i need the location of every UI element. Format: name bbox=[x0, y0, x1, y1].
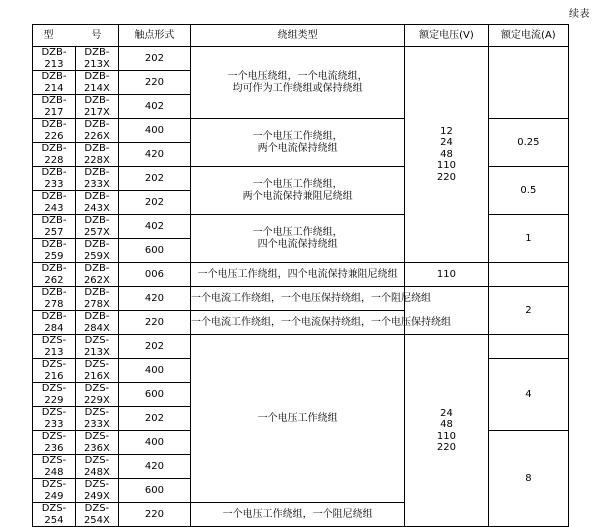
cell-rated-current: 4 bbox=[488, 359, 568, 431]
cell-model-x: DZB-228X bbox=[75, 143, 118, 167]
header-voltage: 额定电压(V) bbox=[405, 25, 489, 47]
cell-contact-form: 202 bbox=[118, 407, 190, 431]
table-row bbox=[33, 335, 569, 359]
cell-contact-form: 400 bbox=[118, 119, 190, 143]
table-header bbox=[33, 25, 569, 47]
cell-model: DZS-254 bbox=[33, 503, 76, 527]
cell-winding-type: 一个电流工作绕组，一个电流保持绕组，一个电压保持绕组 bbox=[191, 311, 405, 335]
cell-contact-form: 420 bbox=[118, 455, 190, 479]
specification-table bbox=[32, 24, 569, 527]
cell-winding-type: 一个电流工作绕组，一个电压保持绕组，一个阻尼绕组 bbox=[191, 287, 405, 311]
cell-winding-type: 一个电压工作绕组， 四个电流保持绕组 bbox=[191, 215, 405, 263]
cell-model: DZB-257 bbox=[33, 215, 76, 239]
cell-model: DZB-259 bbox=[33, 239, 76, 263]
cell-model-x: DZS-249X bbox=[75, 479, 118, 503]
cell-contact-form: 420 bbox=[118, 143, 190, 167]
cell-rated-current: 2 bbox=[488, 287, 568, 335]
cell-model: DZS-216 bbox=[33, 359, 76, 383]
cell-contact-form: 202 bbox=[118, 191, 190, 215]
cell-model-x: DZB-226X bbox=[75, 119, 118, 143]
cell-model-x: DZB-278X bbox=[75, 287, 118, 311]
cell-model-x: DZB-259X bbox=[75, 239, 118, 263]
cell-model-x: DZB-233X bbox=[75, 167, 118, 191]
cell-winding-type: 一个电压工作绕组，四个电流保持兼阻尼绕组 bbox=[191, 263, 405, 287]
cell-model-x: DZS-213X bbox=[75, 335, 118, 359]
cell-rated-current bbox=[488, 47, 568, 119]
table-body bbox=[33, 47, 569, 527]
cell-rated-current: 0.5 bbox=[488, 167, 568, 215]
cell-model-x: DZB-257X bbox=[75, 215, 118, 239]
cell-winding-type: 一个电压工作绕组，一个阻尼绕组 bbox=[191, 503, 405, 527]
cell-model-x: DZB-243X bbox=[75, 191, 118, 215]
header-row bbox=[33, 25, 569, 47]
cell-contact-form: 420 bbox=[118, 287, 190, 311]
cell-model-x: DZS-229X bbox=[75, 383, 118, 407]
cell-model-x: DZB-284X bbox=[75, 311, 118, 335]
cell-model-x: DZS-248X bbox=[75, 455, 118, 479]
cell-model: DZB-233 bbox=[33, 167, 76, 191]
cell-model: DZB-262 bbox=[33, 263, 76, 287]
cell-contact-form: 400 bbox=[118, 431, 190, 455]
cell-contact-form: 220 bbox=[118, 71, 190, 95]
table-row bbox=[33, 215, 569, 239]
continued-label: 续表 bbox=[569, 9, 590, 20]
cell-rated-voltage: 24 48 110 220 bbox=[405, 335, 489, 527]
cell-model-x: DZS-254X bbox=[75, 503, 118, 527]
cell-model: DZS-248 bbox=[33, 455, 76, 479]
cell-contact-form: 202 bbox=[118, 335, 190, 359]
cell-model: DZB-213 bbox=[33, 47, 76, 71]
cell-winding-type: 一个电压工作绕组， 两个电流保持兼阻尼绕组 bbox=[191, 167, 405, 215]
header-winding: 绕组类型 bbox=[191, 25, 405, 47]
cell-model-x: DZB-214X bbox=[75, 71, 118, 95]
cell-model: DZS-233 bbox=[33, 407, 76, 431]
cell-contact-form: 006 bbox=[118, 263, 190, 287]
cell-model-x: DZB-217X bbox=[75, 95, 118, 119]
table-row bbox=[33, 119, 569, 143]
cell-rated-current: 8 bbox=[488, 431, 568, 527]
header-current: 额定电流(A) bbox=[488, 25, 568, 47]
header-contact: 触点形式 bbox=[118, 25, 190, 47]
cell-rated-voltage: 12 24 48 110 220 bbox=[405, 47, 489, 263]
cell-model: DZB-226 bbox=[33, 119, 76, 143]
cell-model: DZB-228 bbox=[33, 143, 76, 167]
cell-contact-form: 600 bbox=[118, 239, 190, 263]
table-row bbox=[33, 263, 569, 287]
cell-model: DZS-213 bbox=[33, 335, 76, 359]
cell-winding-type: 一个电压绕组，一个电流绕组， 均可作为工作绕组或保持绕组 bbox=[191, 47, 405, 119]
cell-model: DZB-284 bbox=[33, 311, 76, 335]
cell-rated-current: 1 bbox=[488, 215, 568, 263]
cell-rated-current bbox=[488, 335, 568, 359]
cell-model: DZB-217 bbox=[33, 95, 76, 119]
cell-contact-form: 600 bbox=[118, 383, 190, 407]
cell-model: DZS-236 bbox=[33, 431, 76, 455]
cell-contact-form: 400 bbox=[118, 359, 190, 383]
cell-contact-form: 202 bbox=[118, 47, 190, 71]
cell-model: DZB-214 bbox=[33, 71, 76, 95]
cell-model-x: DZB-213X bbox=[75, 47, 118, 71]
table-row bbox=[33, 47, 569, 71]
cell-model-x: DZB-262X bbox=[75, 263, 118, 287]
cell-contact-form: 600 bbox=[118, 479, 190, 503]
table-row bbox=[33, 167, 569, 191]
cell-model: DZS-249 bbox=[33, 479, 76, 503]
cell-contact-form: 220 bbox=[118, 311, 190, 335]
cell-winding-type: 一个电压工作绕组 bbox=[191, 335, 405, 503]
cell-rated-current: 0.25 bbox=[488, 119, 568, 167]
cell-contact-form: 202 bbox=[118, 167, 190, 191]
cell-model-x: DZS-233X bbox=[75, 407, 118, 431]
cell-model-x: DZS-216X bbox=[75, 359, 118, 383]
cell-rated-voltage: 110 bbox=[405, 263, 489, 287]
cell-contact-form: 402 bbox=[118, 95, 190, 119]
cell-winding-type: 一个电压工作绕组， 两个电流保持绕组 bbox=[191, 119, 405, 167]
cell-model-x: DZS-236X bbox=[75, 431, 118, 455]
cell-rated-current bbox=[488, 263, 568, 287]
table-row bbox=[33, 287, 569, 311]
cell-model: DZS-229 bbox=[33, 383, 76, 407]
cell-model: DZB-278 bbox=[33, 287, 76, 311]
cell-contact-form: 402 bbox=[118, 215, 190, 239]
cell-contact-form: 220 bbox=[118, 503, 190, 527]
cell-model: DZB-243 bbox=[33, 191, 76, 215]
header-type: 型 号 bbox=[33, 25, 119, 47]
